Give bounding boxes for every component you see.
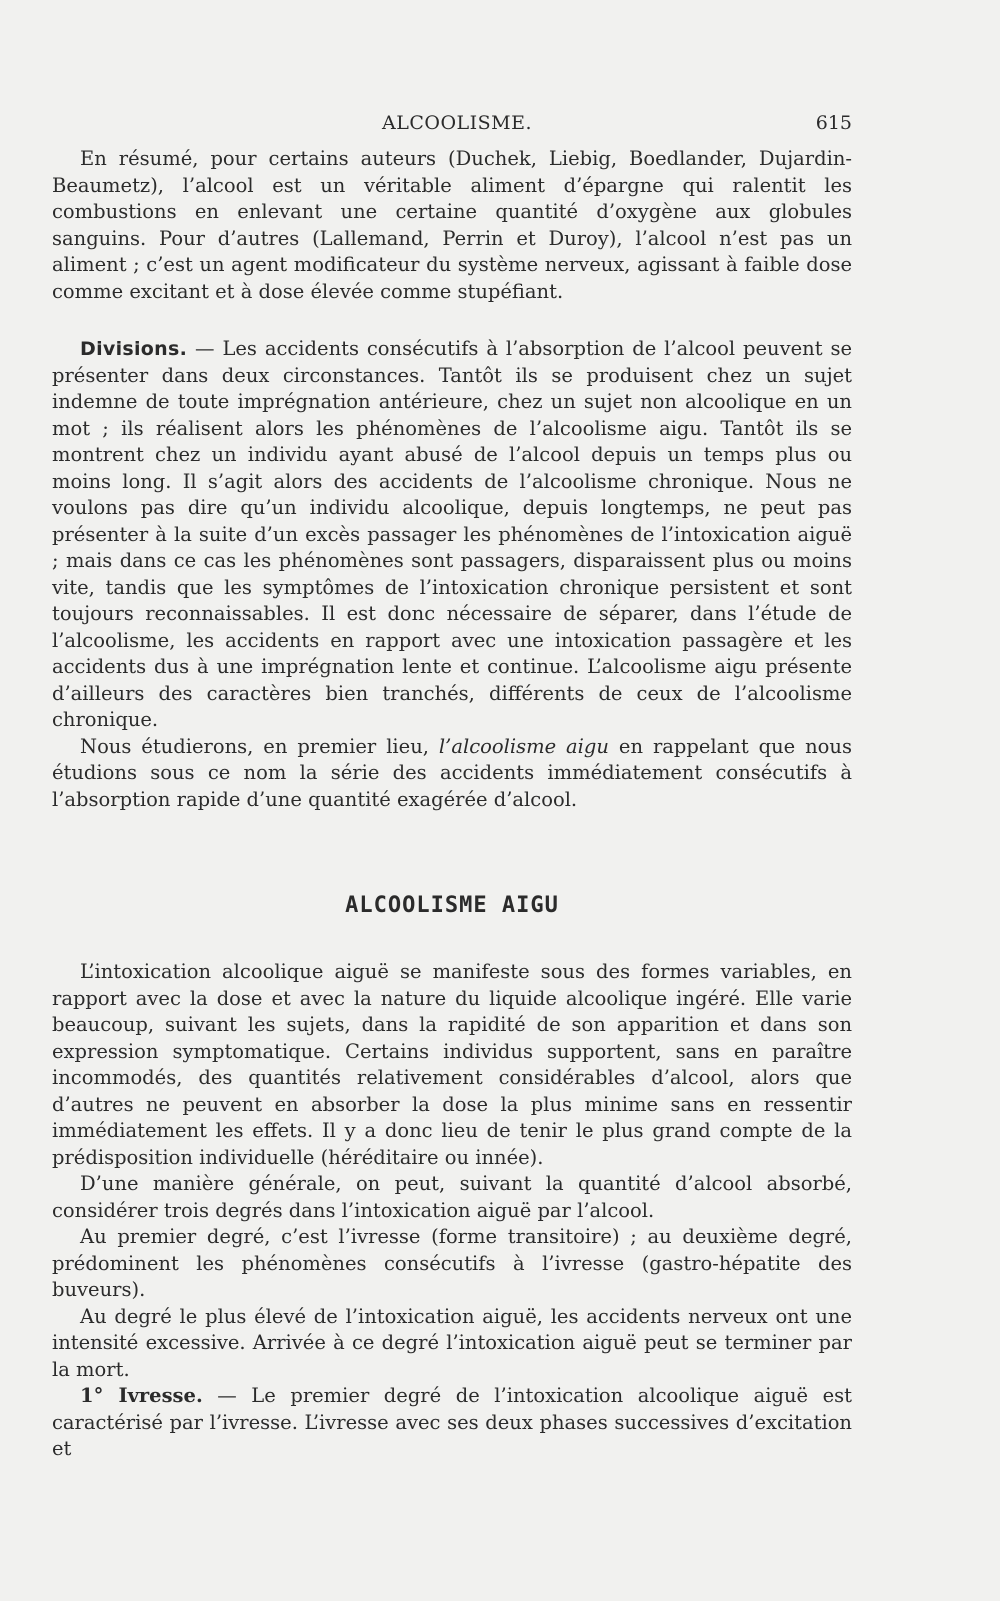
paragraph-degrees: D’une manière générale, on peut, suivant la quantité d’alcool absorbé, considérer trois degrés dans l’intoxication aiguë par l’alcool. (52, 1172, 852, 1222)
paragraph-highest-degree: Au degré le plus élevé de l’intoxication aiguë, les accidents nerveux ont une intensité excessive. Arrivée à ce degré l’intoxication aiguë peut se terminer par la mort. (52, 1304, 852, 1381)
text-block-summary (52, 146, 852, 305)
study-plan-text-b: en rappelant que nous étudions sous ce nom la série des accidents immédiatement consécutifs à l’absorption rapide d’une quantité exagérée d’alcool. (52, 734, 852, 811)
divisions-text: — Les accidents consécutifs à l’absorption de l’alcool peuvent se présenter dans deux circonstances. Tantôt ils se produisent chez un sujet indemne de toute imprégnation antérieure, chez un sujet non alcoolique en un mot ; ils réalisent alors les phénomènes de l’alcoolisme aigu. Tantôt ils se montrent chez un individu ayant abusé de l’alcool depuis un temps plus ou moins long. Il s’agit alors des accidents de l’alcoolisme chronique. Nous ne voulons pas dire qu’un individu alcoolique, depuis longtemps, ne peut pas présenter à la suite d’un excès passager les phénomènes de l’intoxication aiguë ; mais dans ce cas les phénomènes sont passagers, disparaissent plus ou moins vite, tandis que les symptômes de l’intoxication chronique persistent et sont toujours reconnaissables. Il est donc nécessaire de séparer, dans l’étude de l’alcoolisme, les accidents en rapport avec une intoxication passagère et les accidents dus à une imprégnation lente et continue. L’alcoolisme aigu présente d’ailleurs des caractères bien tranchés, différents de ceux de l’alcoolisme chronique. (52, 337, 852, 731)
divisions-heading: Divisions. (80, 338, 188, 360)
paragraph-first-degree: Au premier degré, c’est l’ivresse (forme transitoire) ; au deuxième degré, prédominent les phénomènes consécutifs à l’ivresse (gastro-hépatite des buveurs). (52, 1225, 852, 1301)
page-number: 615 (815, 112, 852, 134)
study-plan-emphasis: l’alcoolisme aigu (438, 734, 609, 758)
section-title: ALCOOLISME AIGU (345, 893, 559, 918)
ivresse-heading: 1° Ivresse. (80, 1384, 203, 1407)
paragraph-divisions (52, 336, 852, 734)
paragraph-summary: En résumé, pour certains auteurs (Duchek, Liebig, Boedlander, Dujardin-Beaumetz), l’alcool est un véritable aliment d’épargne qui ralentit les combustions en enlevant une certaine quantité d’oxygène aux globules sanguins. Pour d’autres (Lallemand, Perrin et Duroy), l’alcool n’est pas un aliment ; c’est un agent modificateur du système nerveux, agissant à faible dose comme excitant et à dose élevée comme stupéfiant. (52, 147, 852, 303)
study-plan-text-a: Nous étudierons, en premier lieu, (80, 734, 439, 758)
text-block-divisions (52, 336, 852, 813)
paragraph-acute-intro: L’intoxication alcoolique aiguë se manifeste sous des formes variables, en rapport avec la dose et avec la nature du liquide alcoolique ingéré. Elle varie beaucoup, suivant les sujets, dans la rapidité de son apparition et dans son expression symptomatique. Certains individus supportent, sans en paraître incommodés, des quantités relativement considérables d’alcool, alors que d’autres ne peuvent en absorber la dose la plus minime sans en ressentir immédiatement les effets. Il y a donc lieu de tenir le plus grand compte de la prédisposition individuelle (héréditaire ou innée). (52, 960, 852, 1169)
running-header (52, 112, 852, 138)
ivresse-text: — Le premier degré de l’intoxication alcoolique aiguë est caractérisé par l’ivresse. L’ivresse avec ses deux phases successives d’excitation et (52, 1384, 852, 1460)
running-title: ALCOOLISME. (382, 112, 533, 134)
paragraph-study-plan (52, 734, 852, 814)
text-block-acute (52, 959, 852, 1463)
paragraph-ivresse (52, 1383, 852, 1463)
